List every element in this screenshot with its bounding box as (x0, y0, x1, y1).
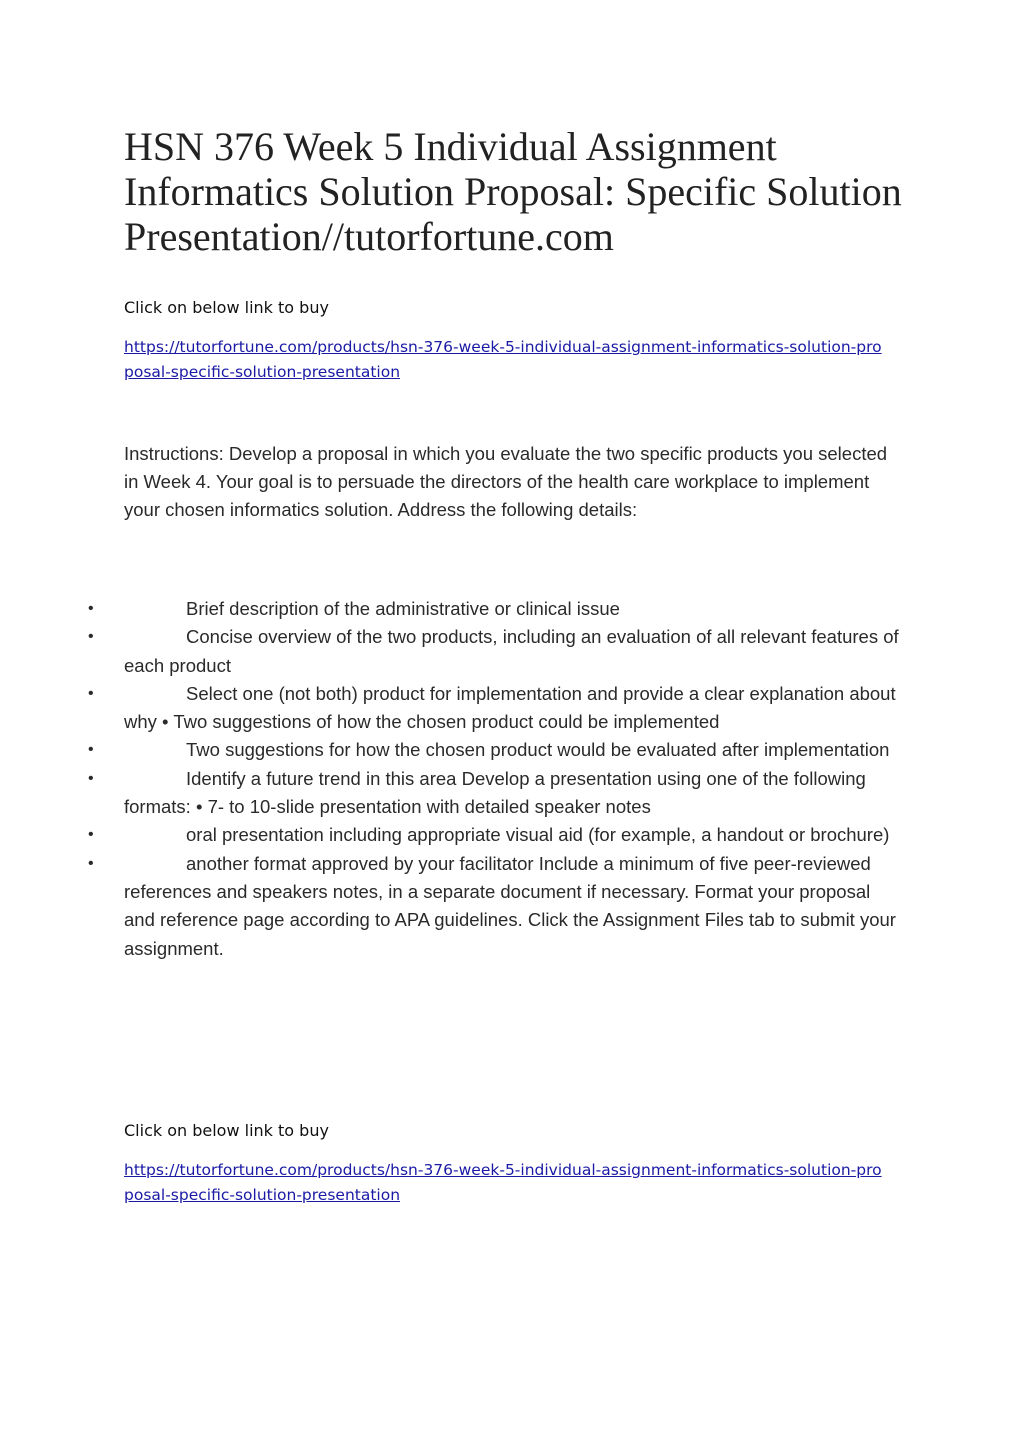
list-item (0, 736, 904, 764)
title-line: HSN 376 Week 5 Individual Assignment (124, 124, 777, 169)
title-line: Informatics Solution Proposal: Specific Solution (124, 169, 902, 214)
list-item (0, 821, 904, 849)
instructions-paragraph: Instructions: Develop a proposal in which you evaluate the two specific products you selected in Week 4. Your goal is to persuade the directors of the health care workplace to implement your chosen informatics solution. Address the following details: (124, 443, 888, 520)
bullet-icon: • (88, 854, 94, 872)
bullet-icon: • (88, 628, 94, 646)
list-item-text: oral presentation including appropriate visual aid (for example, a handout or brochure) (186, 824, 890, 846)
list-item-text: Brief description of the administrative or clinical issue (186, 598, 620, 619)
list-item (0, 850, 904, 963)
buy-link-top[interactable]: https://tutorfortune.com/products/hsn-376-week-5-individual-assignment-informatics-solution-proposal-specific-solution-presentation (124, 338, 882, 381)
list-item (0, 623, 904, 680)
list-item-text: Concise overview of the two products, including an evaluation of all relevant features of each product (124, 626, 899, 676)
title-line: Presentation//tutorfortune.com (124, 214, 614, 259)
click-to-buy-label: Click on below link to buy (124, 298, 329, 317)
bullet-icon: • (88, 741, 94, 759)
list-item-text: Select one (not both) product for implementation and provide a clear explanation about why • Two suggestions of how the chosen product could be implemented (124, 682, 896, 733)
bullet-icon: • (88, 684, 94, 702)
list-item (0, 680, 904, 737)
buy-link-bottom[interactable]: https://tutorfortune.com/products/hsn-376-week-5-individual-assignment-informatics-solution-proposal-specific-solution-presentation (124, 1161, 882, 1204)
list-item-text: another format approved by your facilitator Include a minimum of five peer-reviewed references and speakers notes, in a separate document if necessary. Format your proposal and reference page according to APA guidelines. Click the Assignment Files tab to submit your assignment. (124, 852, 896, 959)
details-list (0, 595, 904, 963)
bullet-icon: • (88, 600, 94, 617)
page-title (124, 124, 944, 259)
click-to-buy-label: Click on below link to buy (124, 1121, 329, 1140)
bullet-icon: • (88, 769, 94, 787)
list-item-text: Two suggestions for how the chosen product would be evaluated after implementation (186, 739, 890, 761)
bullet-icon: • (88, 826, 94, 844)
list-item-text: Identify a future trend in this area Develop a presentation using one of the following formats: • 7- to 10-slide presentation with detailed speaker notes (124, 767, 866, 818)
list-item (0, 595, 904, 623)
list-item (0, 765, 904, 822)
